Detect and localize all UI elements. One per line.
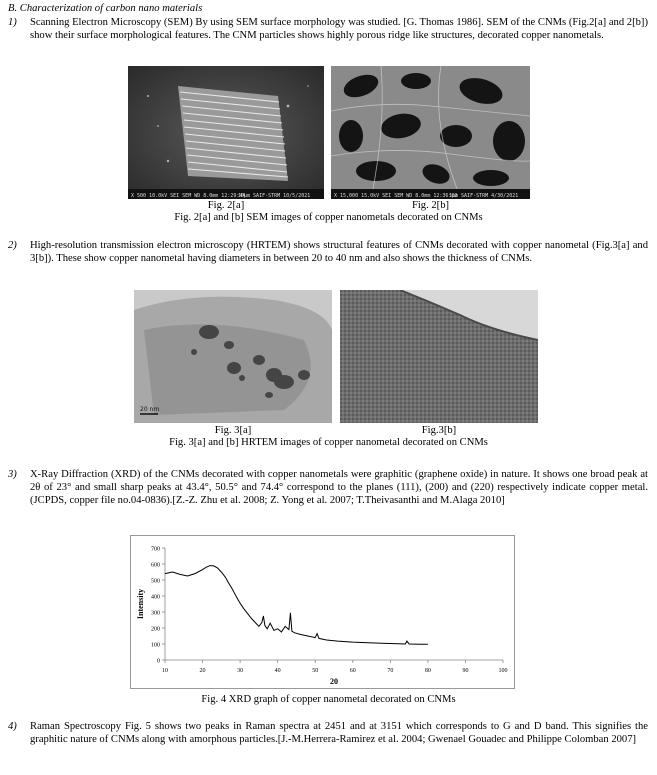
hrtem-image-b <box>340 290 538 423</box>
x-tick-label: 30 <box>237 668 244 674</box>
item-number: 3) <box>8 469 17 480</box>
sem-a-footer: X 500 10.0kV SEI SEM WD 8.0mm 12:29:44 <box>131 193 246 199</box>
sem-image-b <box>331 66 530 199</box>
y-tick-label: 100 <box>151 642 160 649</box>
y-tick-label: 300 <box>151 610 160 617</box>
xrd-series-line <box>165 566 428 645</box>
x-tick-label: 10 <box>162 668 168 674</box>
item-hrtem <box>8 239 648 265</box>
item-text: X-Ray Diffraction (XRD) of the CNMs decorated with copper nanometals were graphitic (graphene oxide) in nature. It shows one broad peak at 2θ of 23° and small sharp peaks at 43.4°, 50.5° and 74.4° correspond to the planes (111), (200) and (220) respectively indicate copper metal. (JCPDS, copper file no.04-0836).[Z.-Z. Zhu et al. 2008; Z. Yong et al. 2007; T.Theivasanthi and M.Alaga 2010] <box>30 469 648 507</box>
fig4-caption: Fig. 4 XRD graph of copper nanometal decorated on CNMs <box>201 694 456 705</box>
hrtem-scale-label: 20 nm <box>140 406 160 413</box>
x-tick-label: 40 <box>274 668 281 674</box>
x-tick-label: 50 <box>312 668 319 674</box>
x-tick-label: 20 <box>199 668 206 674</box>
sem-image-a <box>128 66 324 199</box>
y-axis-label: Intensity <box>136 588 145 620</box>
x-tick-label: 70 <box>387 668 394 674</box>
fig3a-label: Fig. 3[a] <box>214 425 252 436</box>
item-xrd <box>8 468 648 508</box>
item-text: High-resolution transmission electron microscopy (HRTEM) shows structural features of CNMs decorated with copper nanometal (Fig.3[a] and 3[b]). These show copper nanometal having diameters in between 20 to 40 nm and also shows the thickness of CNMs. <box>30 240 648 265</box>
section-heading: B. Characterization of carbon nano materials <box>8 3 203 14</box>
item-text: Raman Spectroscopy Fig. 5 shows two peaks in Raman spectra at 2451 and at 3151 which corresponds to G and D band. This signifies the graphitic nature of CNMs along with amorphous particles.[J.-M.Herrera-Ramirez et al. 2004; Gwenael Gouadec and Philippe Colomban 2007] <box>30 721 648 746</box>
sem-a-footer-right: 10μm SAIF-STRM 10/5/2021 <box>238 193 311 199</box>
y-tick-label: 400 <box>151 594 160 601</box>
y-tick-label: 700 <box>151 546 160 553</box>
fig2-caption: Fig. 2[a] and [b] SEM images of copper nanometals decorated on CNMs <box>174 212 483 223</box>
sem-b-footer: X 15,000 15.0kV SEI SEM WD 8.0mm 12:36:02 <box>334 193 458 199</box>
fig3b-label: Fig.3[b] <box>421 425 457 436</box>
fig2a-label: Fig. 2[a] <box>207 200 245 211</box>
fig2b-label: Fig. 2[b] <box>411 200 450 211</box>
y-tick-label: 500 <box>151 578 160 585</box>
xrd-chart <box>131 536 514 688</box>
x-axis-label: 20 <box>330 677 338 686</box>
item-number: 1) <box>8 17 17 28</box>
x-tick-label: 60 <box>349 668 356 674</box>
item-sem <box>8 16 648 42</box>
y-tick-label: 600 <box>151 562 160 569</box>
hrtem-image-a <box>134 290 332 423</box>
item-number: 2) <box>8 240 17 251</box>
x-tick-label: 90 <box>462 668 469 674</box>
item-raman <box>8 720 648 746</box>
y-tick-label: 200 <box>151 626 160 633</box>
x-tick-label: 80 <box>424 668 431 674</box>
sem-b-footer-right: 1μm SAIF-STRM 4/30/2021 <box>449 193 519 199</box>
y-tick-label: 0 <box>157 658 160 665</box>
fig3-caption: Fig. 3[a] and [b] HRTEM images of copper nanometal decorated on CNMs <box>169 437 488 448</box>
item-number: 4) <box>8 721 17 732</box>
item-text: Scanning Electron Microscopy (SEM) By using SEM surface morphology was studied. [G. Thomas 1986]. SEM of the CNMs (Fig.2[a] and 2[b]) show their surface morphological features. The CNM particles shows highly porous ridge like structures, decorated copper nanometals. <box>30 17 648 42</box>
x-tick-label: 100 <box>498 668 508 674</box>
xrd-chart-frame <box>130 535 515 689</box>
